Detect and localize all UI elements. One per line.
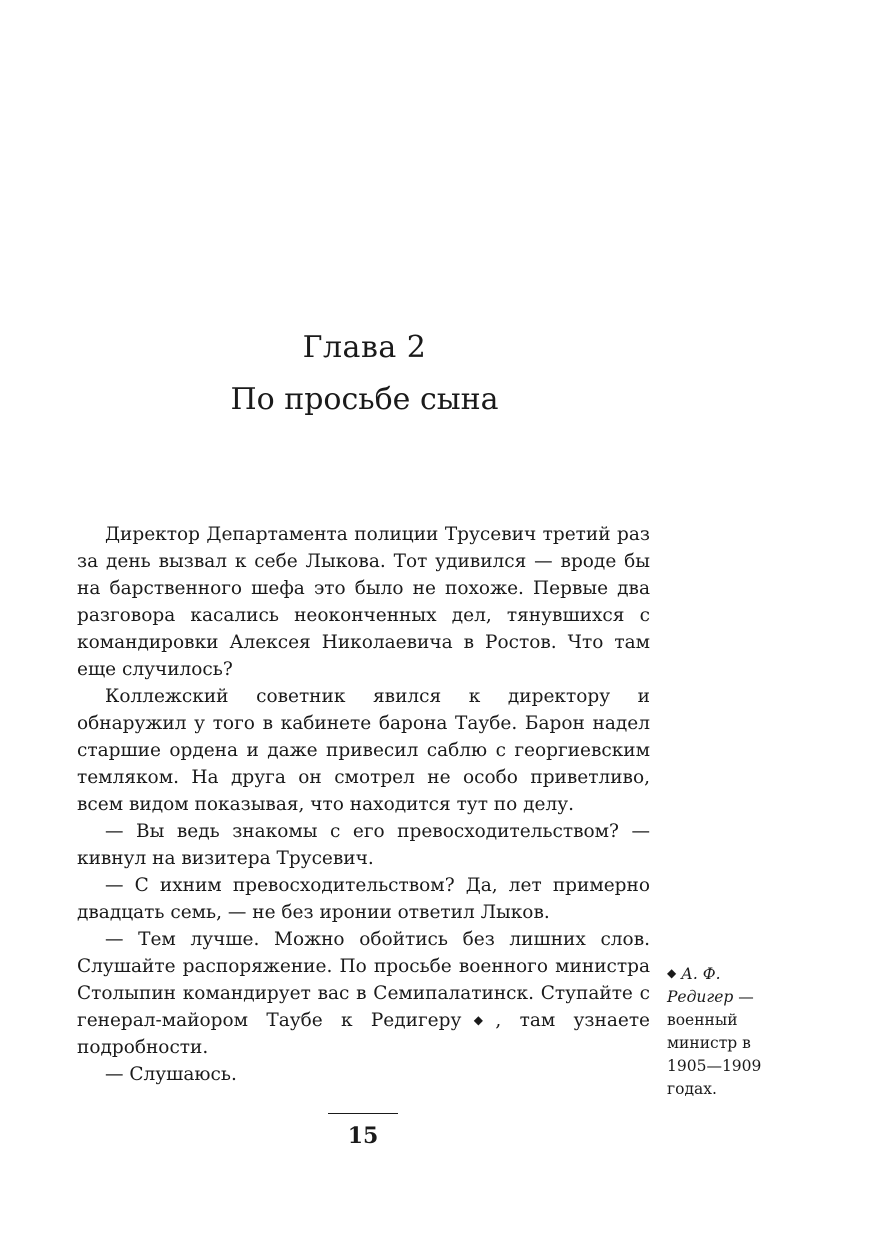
chapter-title: По просьбе сына (230, 382, 499, 417)
page-number: 15 (347, 1123, 379, 1149)
paragraph: Коллежский советник явился к директору и обнаружил у того в кабинете барона Таубе. Барон надел старшие ордена и даже привесил саблю с георгиевским темляком. На друга он смотрел не особо приветливо, всем видом показывая, что находится тут по делу. (77, 686, 650, 815)
paragraph: — Слушаюсь. (105, 1064, 237, 1085)
paragraph: — Вы ведь знакомы с его превосходительством? — кивнул на визитера Трусевич. (77, 821, 650, 869)
page-number-rule (328, 1113, 398, 1114)
margin-note-mark: ◆ (667, 966, 677, 980)
paragraph-text: , там узнаете подробности. (77, 1010, 650, 1058)
chapter-label: Глава 2 (302, 330, 427, 365)
margin-note-name: А. Ф. Редигер (667, 965, 734, 1006)
footnote-mark: ◆ (461, 1013, 496, 1027)
paragraph-text: — Тем лучше. Можно обойтись без лишних слов. Слушайте распоряжение. По просьбе военного министра Столыпин командирует вас в Семипалатинск. Ступайте с генерал-майором Таубе к Редигеру (77, 929, 650, 1031)
paragraph: Директор Департамента полиции Трусевич третий раз за день вызвал к себе Лыкова. Тот удивился — вроде бы на барственного шефа это было не похоже. Первые два разговора касались неоконченных дел, тянувшихся с командировки Алексея Николаевича в Ростов. Что там еще случилось? (77, 524, 650, 680)
margin-note-text: — военный министр в 1905—1909 годах. (667, 988, 762, 1098)
body-text (77, 521, 650, 1088)
paragraph (77, 926, 650, 1061)
paragraph: — С ихним превосходительством? Да, лет примерно двадцать семь, — не без иронии ответил Лыков. (77, 875, 650, 923)
margin-note (667, 962, 785, 1101)
